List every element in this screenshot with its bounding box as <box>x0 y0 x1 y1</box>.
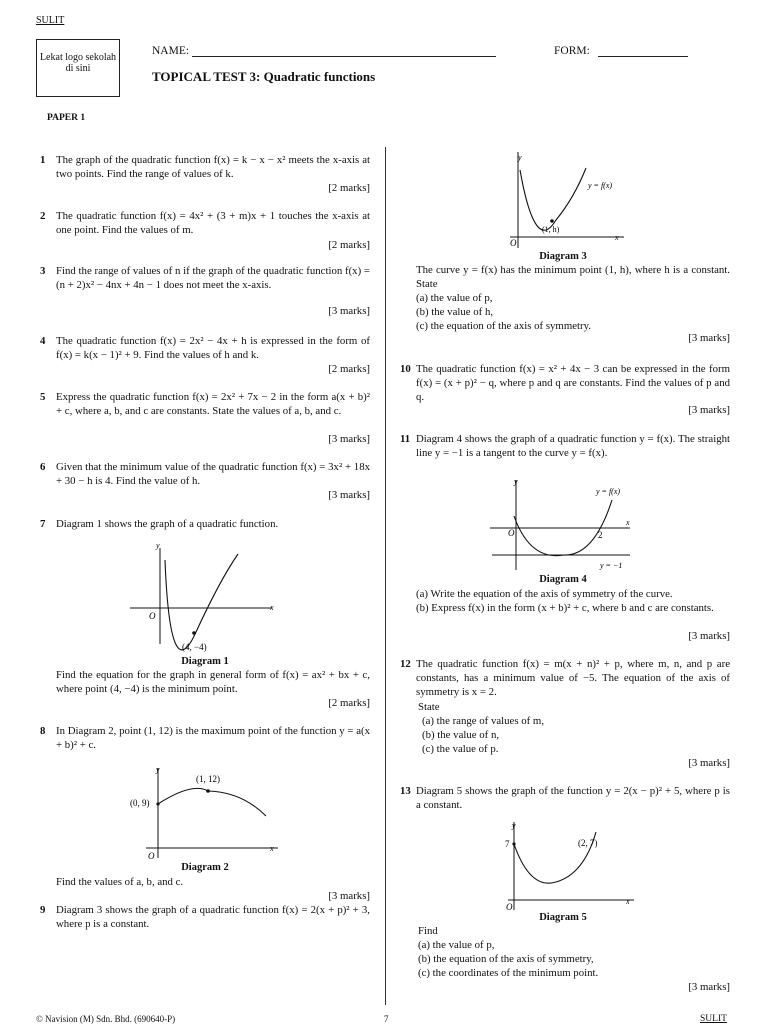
question-number: 4 <box>40 335 46 347</box>
question-text: Find the values of a, b, and c. <box>56 876 184 888</box>
school-logo-placeholder: Lekat logo sekolah di sini <box>36 39 120 97</box>
paper-label: PAPER 1 <box>47 113 86 123</box>
question-text: The quadratic function f(x) = m(x + n)² + p, where m, n, and p are constants, has a minimum value of −5. The equation of the axis of symmetry is x = 2. <box>416 658 730 699</box>
marks: [3 marks] <box>328 305 370 317</box>
y-intercept-label: (0, 9) <box>130 798 150 808</box>
marks: [2 marks] <box>328 363 370 375</box>
y-axis-label: y <box>514 477 518 486</box>
curve-label: y = f(x) <box>596 487 621 496</box>
diagram-5-caption: Diagram 5 <box>539 912 587 923</box>
minimum-point-label: (1, h) <box>542 225 560 234</box>
marks: [3 marks] <box>328 433 370 445</box>
marks: [3 marks] <box>688 404 730 416</box>
question-number: 8 <box>40 725 46 737</box>
name-label: NAME: <box>152 45 190 57</box>
maximum-point-label: (1, 12) <box>196 774 220 784</box>
root-label: 2 <box>598 530 603 540</box>
question-number: 6 <box>40 461 46 473</box>
marks: [3 marks] <box>328 489 370 501</box>
sulit-bottom-label: SULIT <box>700 1014 727 1024</box>
tangent-line-label: y = −1 <box>600 561 623 570</box>
x-axis-label: x <box>626 897 630 906</box>
marks: [3 marks] <box>688 332 730 344</box>
origin-label: O <box>506 902 513 912</box>
y-axis-label: y <box>518 153 522 162</box>
question-number: 2 <box>40 210 46 222</box>
page-number: 7 <box>384 1014 389 1024</box>
x-axis-label: x <box>270 603 274 612</box>
question-text: Find the range of values of n if the graph of the quadratic function f(x) = (n + 2)x² − 4nx + 4n − 1 does not meet the x-axis. <box>56 265 370 292</box>
diagram-2-graph <box>126 764 286 860</box>
point-label: (2, 7) <box>578 838 598 848</box>
part-b: (b) Express f(x) in the form (x + b)² + c, where b and c are constants. <box>416 602 714 614</box>
part-a: (a) the value of p, <box>416 292 493 304</box>
marks: [2 marks] <box>328 182 370 194</box>
question-text: Given that the minimum value of the quadratic function f(x) = 3x² + 18x + 30 − h is 4. Find the value of h. <box>56 461 370 488</box>
x-axis-label: x <box>270 844 274 853</box>
marks: [2 marks] <box>328 697 370 709</box>
part-c: (c) the coordinates of the minimum point. <box>418 967 599 979</box>
question-text: Diagram 3 shows the graph of a quadratic function f(x) = 2(x + p)² + 3, where p is a constant. <box>56 904 370 931</box>
question-number: 11 <box>400 433 411 445</box>
question-number: 3 <box>40 265 46 277</box>
x-axis-label: x <box>615 233 619 242</box>
diagram-3-caption: Diagram 3 <box>539 251 587 262</box>
diagram-1-graph <box>120 540 280 654</box>
origin-label: O <box>149 611 156 621</box>
y-intercept-label: 7 <box>505 839 510 849</box>
question-number: 7 <box>40 518 46 530</box>
diagram-5-graph <box>500 820 640 912</box>
marks: [3 marks] <box>328 890 370 902</box>
question-text: The curve y = f(x) has the minimum point (1, h), where h is a constant. State <box>416 264 730 291</box>
question-number: 5 <box>40 391 46 403</box>
diagram-1-caption: Diagram 1 <box>181 656 229 667</box>
question-number: 10 <box>400 363 411 375</box>
question-text: Diagram 5 shows the graph of the function y = 2(x − p)² + 5, where p is a constant. <box>416 785 730 812</box>
question-number: 12 <box>400 658 411 670</box>
origin-label: O <box>148 851 155 860</box>
question-text: Diagram 4 shows the graph of a quadratic function y = f(x). The straight line y = −1 is a tangent to the curve y = f(x). <box>416 433 730 460</box>
question-text: Express the quadratic function f(x) = 2x² + 7x − 2 in the form a(x + b)² + c, where a, b, and c are constants. State the values of a, b, and c. <box>56 391 370 418</box>
part-a: (a) Write the equation of the axis of symmetry of the curve. <box>416 588 673 600</box>
diagram-4-caption: Diagram 4 <box>539 574 587 585</box>
marks: [3 marks] <box>688 757 730 769</box>
curve-label: y = f(x) <box>588 181 613 190</box>
question-text: The quadratic function f(x) = 2x² − 4x + h is expressed in the form of f(x) = k(x − 1)² + 9. Find the values of h and k. <box>56 335 370 362</box>
part-c: (c) the equation of the axis of symmetry. <box>416 320 591 332</box>
question-number: 9 <box>40 904 46 916</box>
part-a: (a) the range of values of m, <box>422 715 545 727</box>
find-label: Find <box>418 925 438 937</box>
question-number: 1 <box>40 154 46 166</box>
x-axis-label: x <box>626 518 630 527</box>
diagram-4-graph <box>484 476 634 572</box>
copyright-footer: © Navision (M) Sdn. Bhd. (690640-P) <box>36 1014 176 1024</box>
state-label: State <box>418 701 440 713</box>
form-label: FORM: <box>554 45 590 57</box>
page-title: TOPICAL TEST 3: Quadratic functions <box>152 69 376 84</box>
marks: [2 marks] <box>328 239 370 251</box>
question-text: The quadratic function f(x) = x² + 4x − 3 can be expressed in the form f(x) = (x + p)² − q, where p and q are constants. Find the values of p and q. <box>416 363 730 404</box>
sulit-top-label: SULIT <box>36 15 65 26</box>
diagram-3-graph <box>500 150 630 250</box>
column-divider <box>385 147 386 1005</box>
marks: [3 marks] <box>688 981 730 993</box>
question-number: 13 <box>400 785 411 797</box>
name-field-line[interactable] <box>192 56 496 57</box>
y-axis-label: y <box>512 821 516 830</box>
question-text: The graph of the quadratic function f(x) = k − x − x² meets the x-axis at two points. Find the range of values of k. <box>56 154 370 181</box>
part-a: (a) the value of p, <box>418 939 495 951</box>
origin-label: O <box>510 238 517 248</box>
question-text: In Diagram 2, point (1, 12) is the maximum point of the function y = a(x + b)² + c. <box>56 725 370 752</box>
part-b: (b) the value of n, <box>422 729 500 741</box>
question-text: The quadratic function f(x) = 4x² + (3 + m)x + 1 touches the x-axis at one point. Find the values of m. <box>56 210 370 237</box>
form-field-line[interactable] <box>598 56 688 57</box>
part-b: (b) the value of h, <box>416 306 494 318</box>
marks: [3 marks] <box>688 630 730 642</box>
part-b: (b) the equation of the axis of symmetry, <box>418 953 594 965</box>
part-c: (c) the value of p. <box>422 743 499 755</box>
y-axis-label: y <box>156 765 160 774</box>
question-text: Diagram 1 shows the graph of a quadratic function. <box>56 518 279 530</box>
y-axis-label: y <box>156 541 160 550</box>
question-text: Find the equation for the graph in general form of f(x) = ax² + bx + c, where point (4, −4) is the minimum point. <box>56 669 370 696</box>
origin-label: O <box>508 528 515 538</box>
diagram-2-caption: Diagram 2 <box>181 862 229 873</box>
minimum-point-label: (4, −4) <box>182 642 207 652</box>
